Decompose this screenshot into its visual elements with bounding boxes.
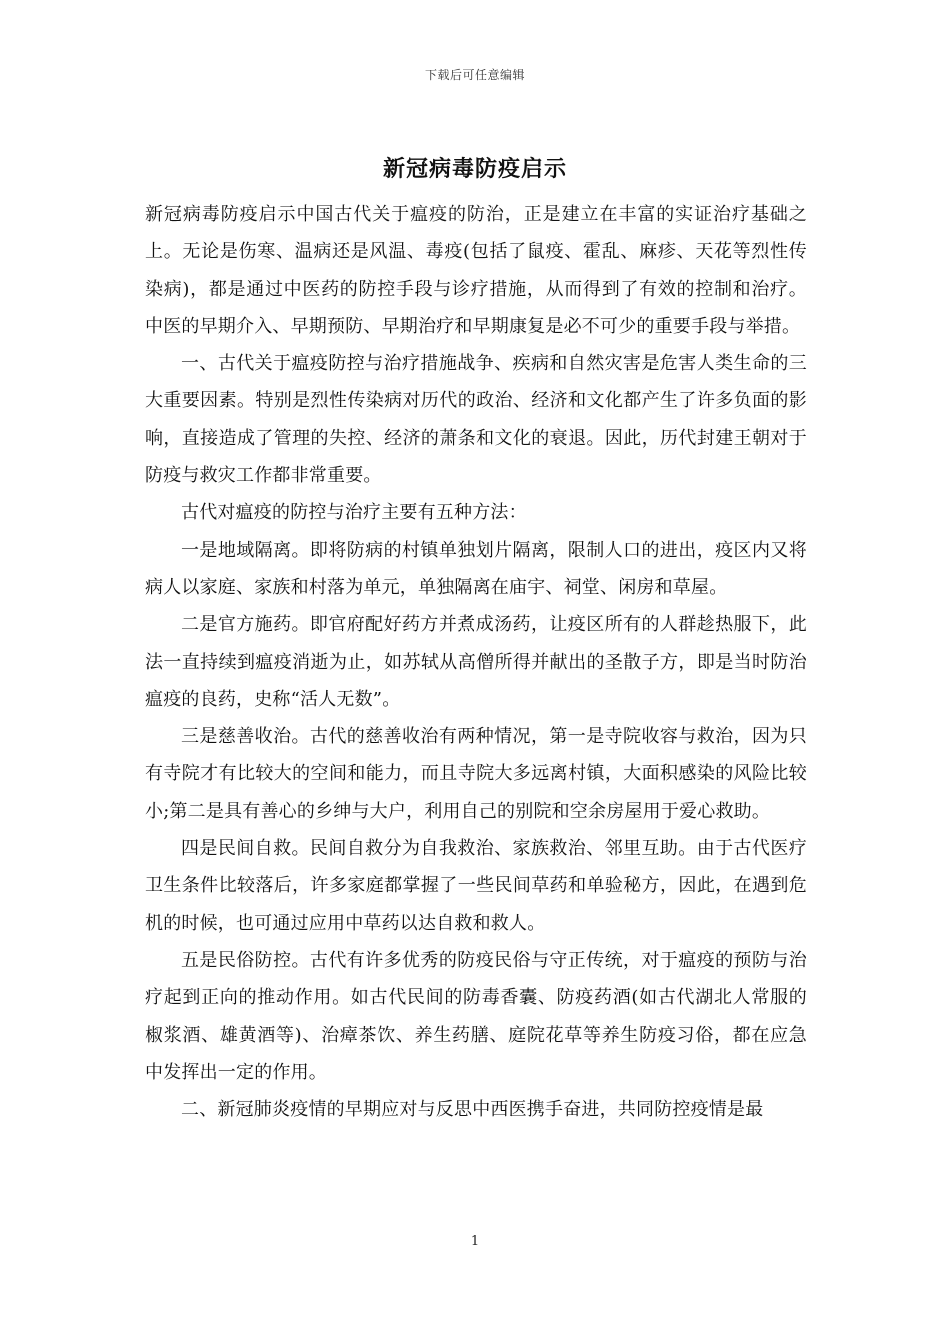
document-title: 新冠病毒防疫启示 [382, 156, 567, 182]
paragraph-method-5: 五是民俗防控。古代有许多优秀的防疫民俗与守正传统，对于瘟疫的预防与治疗起到正向的推动作用。如古代民间的防毒香囊、防疫药酒(如古代湖北人常服的椒浆酒、雄黄酒等)、治瘴茶饮、养生药膳、庭院花草等养生防疫习俗，都在应急中发挥出一定的作用。 [145, 949, 807, 1083]
paragraph-section-2: 二、新冠肺炎疫情的早期应对与反思中西医携手奋进，共同防控疫情是最 [181, 1099, 764, 1121]
paragraph-method-2: 二是官方施药。即官府配好药方并煮成汤药，让疫区所有的人群趁热服下，此法一直持续到瘟疫消逝为止，如苏轼从高僧所得并献出的圣散子方，即是当时防治瘟疫的良药，史称“活人无数”。 [145, 614, 807, 710]
header-note: 下载后可任意编辑 [424, 68, 525, 82]
paragraph-intro: 新冠病毒防疫启示中国古代关于瘟疫的防治，正是建立在丰富的实证治疗基础之上。无论是伤寒、温病还是风温、毒疫(包括了鼠疫、霍乱、麻疹、天花等烈性传染病)，都是通过中医药的防控手段与诊疗措施，从而得到了有效的控制和治疗。中医的早期介入、早期预防、早期治疗和早期康复是必不可少的重要手段与举措。 [145, 204, 807, 337]
paragraph-section-1: 一、古代关于瘟疫防控与治疗措施战争、疾病和自然灾害是危害人类生命的三大重要因素。特别是烈性传染病对历代的政治、经济和文化都产生了许多负面的影响，直接造成了管理的失控、经济的萧条和文化的衰退。因此，历代封建王朝对于防疫与救灾工作都非常重要。 [145, 353, 807, 487]
paragraph-method-3: 三是慈善收治。古代的慈善收治有两种情况，第一是寺院收容与救治，因为只有寺院才有比较大的空间和能力，而且寺院大多远离村镇，大面积感染的风险比较小;第二是具有善心的乡绅与大户，利用自己的别院和空余房屋用于爱心救助。 [145, 726, 807, 822]
page-number: 1 [470, 1234, 480, 1249]
document-body [145, 196, 807, 1128]
paragraph-methods-intro: 古代对瘟疫的防控与治疗主要有五种方法： [181, 502, 527, 524]
paragraph-method-4: 四是民间自救。民间自救分为自我救治、家族救治、邻里互助。由于古代医疗卫生条件比较落后，许多家庭都掌握了一些民间草药和单验秘方，因此，在遇到危机的时候，也可通过应用中草药以达自救和救人。 [145, 838, 807, 934]
paragraph-method-1: 一是地域隔离。即将防病的村镇单独划片隔离，限制人口的进出，疫区内又将病人以家庭、家族和村落为单元，单独隔离在庙宇、祠堂、闲房和草屋。 [145, 539, 807, 598]
